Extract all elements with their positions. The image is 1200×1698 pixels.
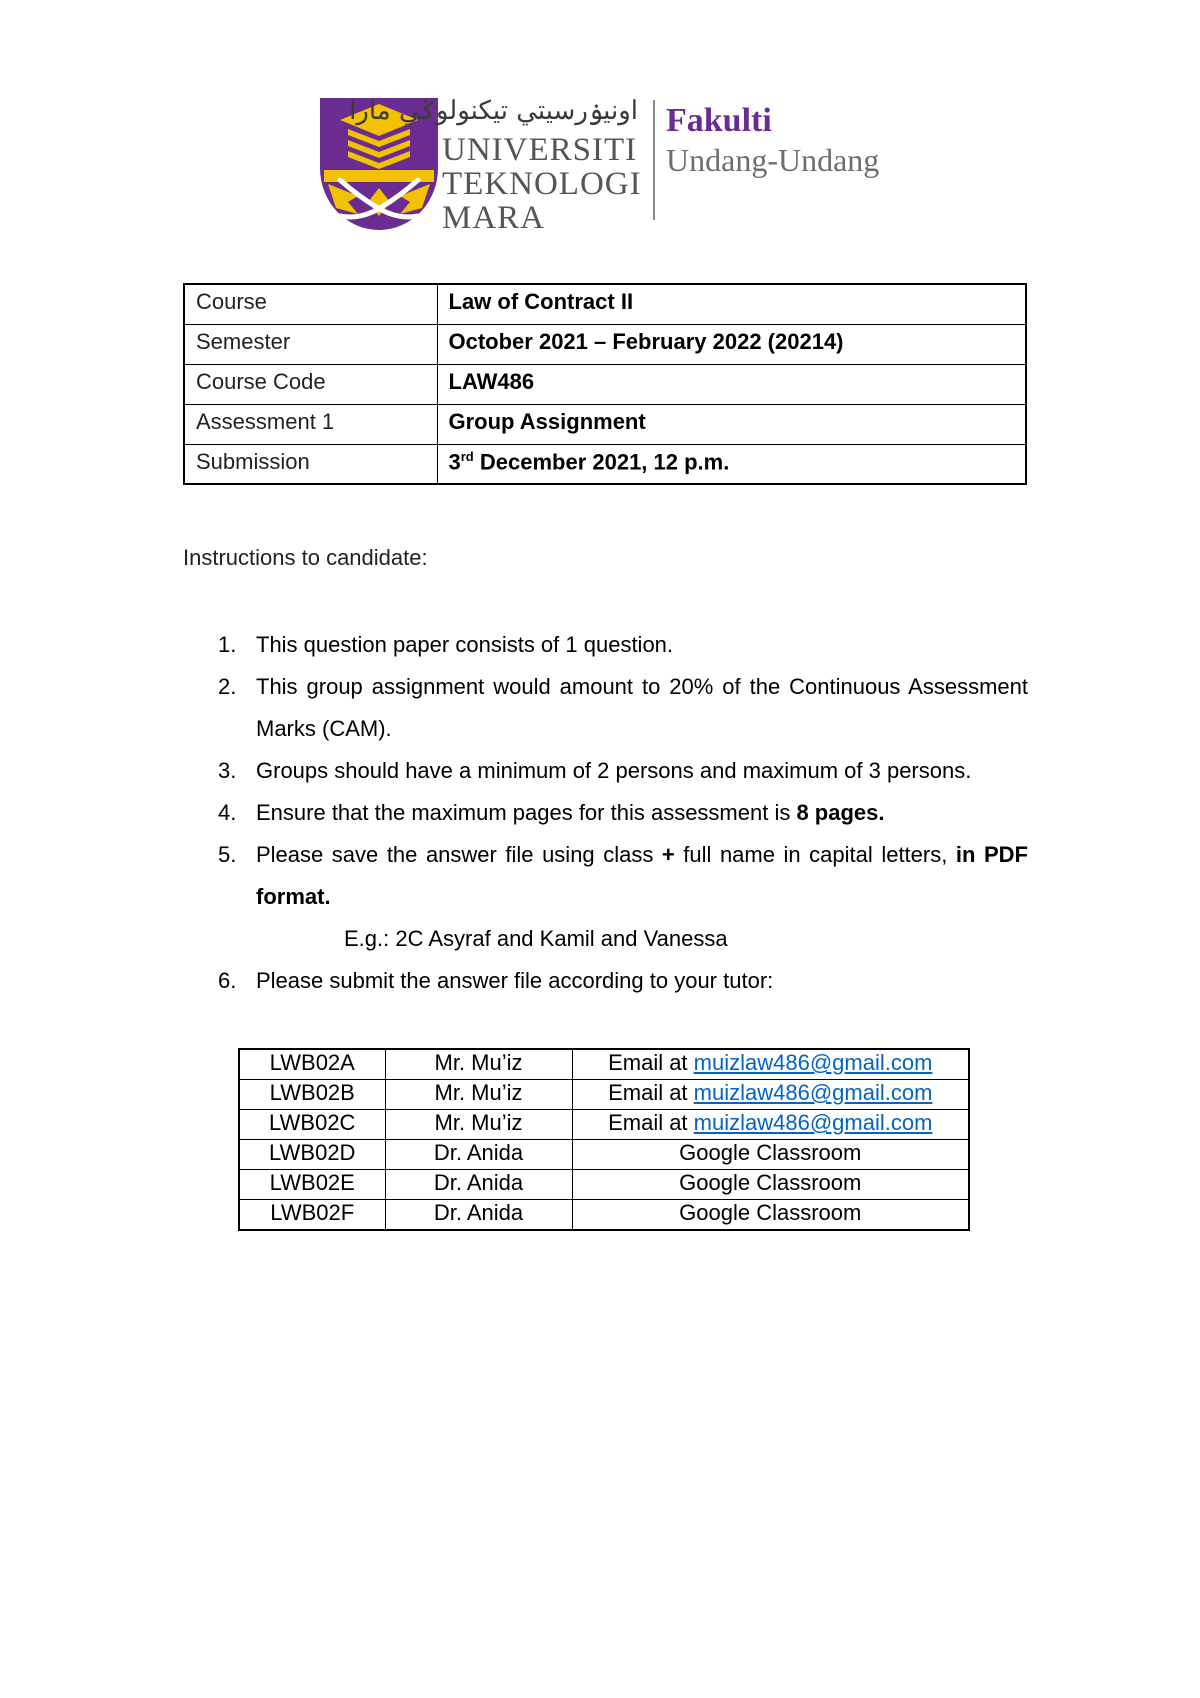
- item-number: 6.: [218, 968, 237, 993]
- submission-day-suffix: rd: [460, 448, 474, 464]
- group-cell: LWB02A: [239, 1049, 385, 1080]
- item-text-bold: +: [661, 842, 675, 867]
- university-line-1: UNIVERSITI: [442, 132, 638, 168]
- table-row: [239, 1170, 969, 1200]
- submission-method-cell: Google Classroom: [572, 1200, 969, 1231]
- item-number: 4.: [218, 800, 237, 825]
- item-text: Ensure that the maximum pages for this assessment is: [256, 800, 797, 825]
- submission-date-rest: December 2021, 12 p.m.: [473, 448, 730, 474]
- item-number: 2.: [218, 674, 237, 699]
- instructions-list: [200, 624, 1028, 1002]
- list-item: [200, 834, 1028, 960]
- course-code-value: LAW486: [437, 364, 1026, 404]
- faculty-logo: [318, 96, 898, 236]
- submission-method-cell: [572, 1110, 969, 1140]
- item-text: Please submit the answer file according to your tutor:: [256, 968, 774, 993]
- faculty-title: Fakulti: [666, 102, 772, 139]
- course-code-label: Course Code: [184, 364, 437, 404]
- list-item: [200, 624, 1028, 666]
- tutor-cell: Mr. Mu’iz: [385, 1080, 572, 1110]
- list-item: [200, 666, 1028, 750]
- group-cell: LWB02D: [239, 1140, 385, 1170]
- method-text: Email at: [608, 1080, 694, 1105]
- submission-day: 3: [448, 448, 461, 474]
- item-text-bold: in PDF format.: [256, 842, 1028, 909]
- tutor-cell: Dr. Anida: [385, 1200, 572, 1231]
- table-row: [184, 284, 1026, 324]
- assessment-label: Assessment 1: [184, 404, 437, 444]
- submission-method-cell: [572, 1049, 969, 1080]
- item-text: Please save the answer file using class: [256, 842, 662, 867]
- faculty-subtitle: Undang-Undang: [666, 142, 880, 178]
- logo-divider: [653, 100, 655, 220]
- course-info-table: [183, 283, 1027, 485]
- item-number: 3.: [218, 758, 237, 783]
- filename-example: E.g.: 2C Asyraf and Kamil and Vanessa: [344, 926, 728, 951]
- submission-label: Submission: [184, 444, 437, 484]
- list-item: [200, 792, 1028, 834]
- table-row: [239, 1049, 969, 1080]
- method-text: Email at: [608, 1110, 694, 1135]
- table-row: [184, 444, 1026, 484]
- course-value: Law of Contract II: [437, 284, 1026, 324]
- method-text: Email at: [608, 1050, 694, 1075]
- instructions-heading: Instructions to candidate:: [183, 545, 428, 570]
- tutor-cell: Mr. Mu’iz: [385, 1049, 572, 1080]
- group-cell: LWB02C: [239, 1110, 385, 1140]
- submission-method-cell: Google Classroom: [572, 1170, 969, 1200]
- item-text: This group assignment would amount to 20% of the Continuous Assessment Marks (CAM).: [256, 674, 1028, 741]
- table-row: [239, 1080, 969, 1110]
- email-link[interactable]: muizlaw486@gmail.com: [693, 1050, 933, 1075]
- table-row: [184, 324, 1026, 364]
- table-row: [239, 1200, 969, 1231]
- table-row: [239, 1110, 969, 1140]
- group-cell: LWB02B: [239, 1080, 385, 1110]
- group-cell: LWB02F: [239, 1200, 385, 1231]
- assessment-value: Group Assignment: [437, 404, 1026, 444]
- university-line-2: TEKNOLOGI: [442, 166, 642, 202]
- item-number: 5.: [218, 842, 237, 867]
- item-text: full name in capital letters,: [674, 842, 956, 867]
- tutor-cell: Dr. Anida: [385, 1140, 572, 1170]
- table-row: [239, 1140, 969, 1170]
- item-text: This question paper consists of 1 question.: [256, 632, 674, 657]
- jawi-university-name: اونيۏرسيتي تيكنولوݢي مارا: [349, 96, 638, 126]
- semester-value: October 2021 – February 2022 (20214): [437, 324, 1026, 364]
- submission-method-cell: [572, 1080, 969, 1110]
- email-link[interactable]: muizlaw486@gmail.com: [693, 1110, 933, 1135]
- tutor-cell: Dr. Anida: [385, 1170, 572, 1200]
- tutor-cell: Mr. Mu’iz: [385, 1110, 572, 1140]
- submission-value: [437, 444, 1026, 484]
- item-text: Groups should have a minimum of 2 persons and maximum of 3 persons.: [256, 758, 972, 783]
- tutor-table: [238, 1048, 970, 1231]
- list-item: [200, 960, 1028, 1002]
- group-cell: LWB02E: [239, 1170, 385, 1200]
- semester-label: Semester: [184, 324, 437, 364]
- item-number: 1.: [218, 632, 237, 657]
- table-row: [184, 404, 1026, 444]
- submission-method-cell: Google Classroom: [572, 1140, 969, 1170]
- email-link[interactable]: muizlaw486@gmail.com: [693, 1080, 933, 1105]
- item-text-bold: 8 pages.: [796, 800, 885, 825]
- table-row: [184, 364, 1026, 404]
- list-item: [200, 750, 1028, 792]
- course-label: Course: [184, 284, 437, 324]
- university-line-3: MARA: [442, 200, 546, 236]
